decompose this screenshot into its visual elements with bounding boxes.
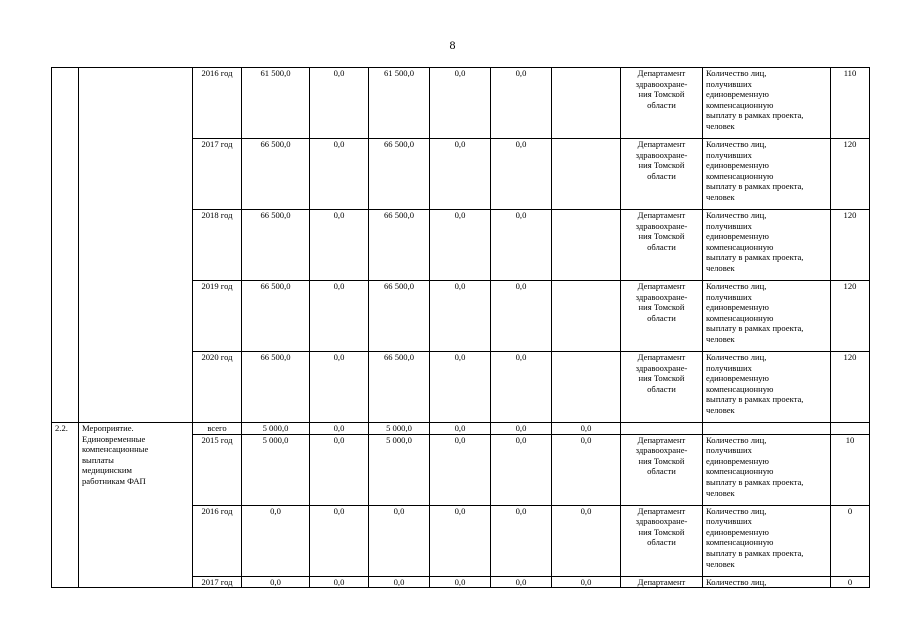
department-cell — [621, 139, 703, 210]
indicator-cell-line: выплату в рамках проекта, — [706, 181, 804, 192]
federal-cell: 0,0 — [310, 423, 369, 435]
regional-cell: 66 500,0 — [369, 352, 430, 423]
indicator-cell-line: выплату в рамках проекта, — [706, 476, 804, 487]
total-cell: 0,0 — [242, 505, 310, 576]
indicator-cell — [703, 434, 831, 505]
year-cell: 2020 год — [193, 352, 242, 423]
department-cell-line: области — [647, 99, 676, 110]
extra-cell: 0,0 — [552, 423, 621, 435]
regional-cell: 5 000,0 — [369, 423, 430, 435]
department-cell — [621, 210, 703, 281]
other-cell: 0,0 — [491, 281, 552, 352]
measure-title-cell-line: компенсационные — [82, 444, 149, 455]
local-cell: 0,0 — [430, 68, 491, 139]
total-cell: 5 000,0 — [242, 423, 310, 435]
indicator-value-cell: 110 — [831, 68, 870, 139]
federal-cell: 0,0 — [310, 434, 369, 505]
indicator-cell-line: Количество лиц, — [706, 210, 767, 220]
indicator-cell-line: единовременную — [706, 455, 769, 466]
extra-cell: 0,0 — [552, 576, 621, 588]
local-cell: 0,0 — [430, 139, 491, 210]
department-cell-line: ния Томской — [638, 160, 685, 171]
federal-cell: 0,0 — [310, 281, 369, 352]
indicator-cell-line: компенсационную — [706, 241, 774, 252]
regional-cell: 5 000,0 — [369, 434, 430, 505]
indicator-cell: Количество лиц, — [703, 576, 831, 588]
department-cell — [621, 352, 703, 423]
department-cell-line: области — [647, 170, 676, 181]
indicator-cell-line: Количество лиц, — [706, 281, 767, 291]
federal-cell: 0,0 — [310, 68, 369, 139]
other-cell: 0,0 — [491, 576, 552, 588]
local-cell: 0,0 — [430, 281, 491, 352]
department-cell-line: здравоохране- — [635, 220, 688, 231]
department-cell-line: ния Томской — [638, 89, 685, 100]
department-cell — [621, 68, 703, 139]
department-cell — [621, 505, 703, 576]
regional-cell: 0,0 — [369, 576, 430, 588]
table-row — [52, 423, 870, 435]
extra-cell: 0,0 — [552, 434, 621, 505]
total-cell: 5 000,0 — [242, 434, 310, 505]
indicator-cell-line: Количество лиц, — [706, 352, 767, 362]
indicator-cell-line: получивших — [706, 362, 752, 373]
department-cell-line: области — [647, 466, 676, 477]
indicator-value-cell: 10 — [831, 434, 870, 505]
indicator-cell-line: получивших — [706, 220, 752, 231]
measure-title-cell-line: Мероприятие. — [82, 423, 134, 433]
regional-cell: 66 500,0 — [369, 210, 430, 281]
indicator-cell — [703, 68, 831, 139]
indicator-cell-line: компенсационную — [706, 170, 774, 181]
number-cell — [52, 68, 79, 423]
year-cell: 2018 год — [193, 210, 242, 281]
department-cell-line: здравоохране- — [635, 362, 688, 373]
year-cell: 2017 год — [193, 576, 242, 588]
department-cell-line: ния Томской — [638, 455, 685, 466]
other-cell: 0,0 — [491, 139, 552, 210]
total-cell: 66 500,0 — [242, 210, 310, 281]
indicator-cell-line: получивших — [706, 516, 752, 527]
other-cell: 0,0 — [491, 68, 552, 139]
indicator-cell-line: получивших — [706, 78, 752, 89]
measure-title-cell-line: медицинским — [82, 465, 132, 476]
measure-title-cell-line: работникам ФАП — [82, 475, 146, 486]
department-cell-line: области — [647, 537, 676, 548]
local-cell: 0,0 — [430, 423, 491, 435]
table-body — [52, 68, 870, 588]
department-cell-line: области — [647, 383, 676, 394]
local-cell: 0,0 — [430, 352, 491, 423]
indicator-cell-line: единовременную — [706, 231, 769, 242]
indicator-cell-line: получивших — [706, 149, 752, 160]
indicator-cell-line: единовременную — [706, 302, 769, 313]
department-cell-line: Департамент — [637, 281, 686, 291]
indicator-cell-line: Количество лиц, — [706, 434, 767, 445]
regional-cell: 66 500,0 — [369, 139, 430, 210]
indicator-cell-line: выплату в рамках проекта, — [706, 547, 804, 558]
department-cell — [621, 281, 703, 352]
other-cell: 0,0 — [491, 505, 552, 576]
indicator-value-cell: 120 — [831, 139, 870, 210]
department-cell-line: здравоохране- — [635, 149, 688, 160]
local-cell: 0,0 — [430, 210, 491, 281]
year-cell: 2015 год — [193, 434, 242, 505]
department-cell-line: ния Томской — [638, 231, 685, 242]
department-cell-line: Департамент — [637, 505, 686, 516]
indicator-cell-line: компенсационную — [706, 537, 774, 548]
indicator-cell-line: Количество лиц, — [706, 139, 767, 149]
department-cell: Департамент — [621, 576, 703, 588]
local-cell: 0,0 — [430, 434, 491, 505]
indicator-cell — [703, 505, 831, 576]
program-table — [51, 67, 870, 588]
indicator-cell-line: компенсационную — [706, 312, 774, 323]
indicator-cell-line: человек — [706, 333, 735, 344]
year-cell: 2017 год — [193, 139, 242, 210]
table-row — [52, 68, 870, 139]
indicator-cell-line: единовременную — [706, 373, 769, 384]
local-cell: 0,0 — [430, 505, 491, 576]
indicator-value-cell: 0 — [831, 576, 870, 588]
total-cell: 0,0 — [242, 576, 310, 588]
indicator-cell — [703, 281, 831, 352]
indicator-cell-line: человек — [706, 120, 735, 131]
department-cell-line: Департамент — [637, 352, 686, 362]
department-cell-line: Департамент — [637, 139, 686, 149]
year-cell: 2016 год — [193, 68, 242, 139]
indicator-cell-line: выплату в рамках проекта, — [706, 110, 804, 121]
department-cell-line: области — [647, 241, 676, 252]
indicator-cell-line: человек — [706, 487, 735, 498]
extra-cell — [552, 210, 621, 281]
department-cell-line: здравоохране- — [635, 291, 688, 302]
year-cell: 2016 год — [193, 505, 242, 576]
department-cell-line: области — [647, 312, 676, 323]
measure-title-cell — [79, 423, 193, 588]
indicator-cell-line: выплату в рамках проекта, — [706, 394, 804, 405]
indicator-cell-line: Количество лиц, — [706, 68, 767, 78]
total-cell: 66 500,0 — [242, 281, 310, 352]
indicator-cell-line: единовременную — [706, 160, 769, 171]
total-cell: 61 500,0 — [242, 68, 310, 139]
indicator-cell — [703, 139, 831, 210]
number-cell: 2.2. — [52, 423, 79, 588]
department-cell-line: здравоохране- — [635, 78, 688, 89]
federal-cell: 0,0 — [310, 576, 369, 588]
indicator-cell-line: выплату в рамках проекта, — [706, 252, 804, 263]
department-cell-line: здравоохране- — [635, 445, 688, 456]
year-cell: всего — [193, 423, 242, 435]
indicator-value-cell: 120 — [831, 352, 870, 423]
department-cell-line: ния Томской — [638, 526, 685, 537]
total-cell: 66 500,0 — [242, 139, 310, 210]
department-cell-line: здравоохране- — [635, 516, 688, 527]
indicator-cell — [703, 423, 831, 435]
indicator-cell-line: выплату в рамках проекта, — [706, 323, 804, 334]
extra-cell — [552, 68, 621, 139]
indicator-cell-line: единовременную — [706, 89, 769, 100]
indicator-value-cell: 120 — [831, 210, 870, 281]
extra-cell — [552, 139, 621, 210]
local-cell: 0,0 — [430, 576, 491, 588]
department-cell-line: Департамент — [637, 210, 686, 220]
measure-cell — [79, 68, 193, 423]
indicator-cell-line: Количество лиц, — [706, 505, 767, 516]
indicator-cell-line: человек — [706, 191, 735, 202]
department-cell-line: ния Томской — [638, 302, 685, 313]
department-cell — [621, 434, 703, 505]
federal-cell: 0,0 — [310, 352, 369, 423]
indicator-value-cell: 0 — [831, 505, 870, 576]
page-number: 8 — [449, 38, 456, 52]
regional-cell: 0,0 — [369, 505, 430, 576]
department-cell-line: Департамент — [637, 434, 686, 445]
indicator-cell-line: компенсационную — [706, 466, 774, 477]
indicator-value-cell — [831, 423, 870, 435]
indicator-cell — [703, 210, 831, 281]
measure-title-cell-line: выплаты — [82, 454, 114, 465]
department-cell — [621, 423, 703, 435]
indicator-cell — [703, 352, 831, 423]
total-cell: 66 500,0 — [242, 352, 310, 423]
indicator-cell-line: человек — [706, 262, 735, 273]
indicator-value-cell: 120 — [831, 281, 870, 352]
federal-cell: 0,0 — [310, 139, 369, 210]
indicator-cell-line: единовременную — [706, 526, 769, 537]
federal-cell: 0,0 — [310, 505, 369, 576]
extra-cell: 0,0 — [552, 505, 621, 576]
indicator-cell-line: компенсационную — [706, 99, 774, 110]
department-cell-line: Департамент — [637, 68, 686, 78]
indicator-cell-line: получивших — [706, 291, 752, 302]
extra-cell — [552, 281, 621, 352]
measure-title-cell-line: Единовременные — [82, 433, 146, 444]
regional-cell: 66 500,0 — [369, 281, 430, 352]
indicator-cell-line: получивших — [706, 445, 752, 456]
federal-cell: 0,0 — [310, 210, 369, 281]
other-cell: 0,0 — [491, 423, 552, 435]
other-cell: 0,0 — [491, 352, 552, 423]
department-cell-line: ния Томской — [638, 373, 685, 384]
indicator-cell-line: человек — [706, 558, 735, 569]
extra-cell — [552, 352, 621, 423]
year-cell: 2019 год — [193, 281, 242, 352]
other-cell: 0,0 — [491, 210, 552, 281]
indicator-cell-line: компенсационную — [706, 383, 774, 394]
indicator-cell-line: человек — [706, 404, 735, 415]
regional-cell: 61 500,0 — [369, 68, 430, 139]
other-cell: 0,0 — [491, 434, 552, 505]
